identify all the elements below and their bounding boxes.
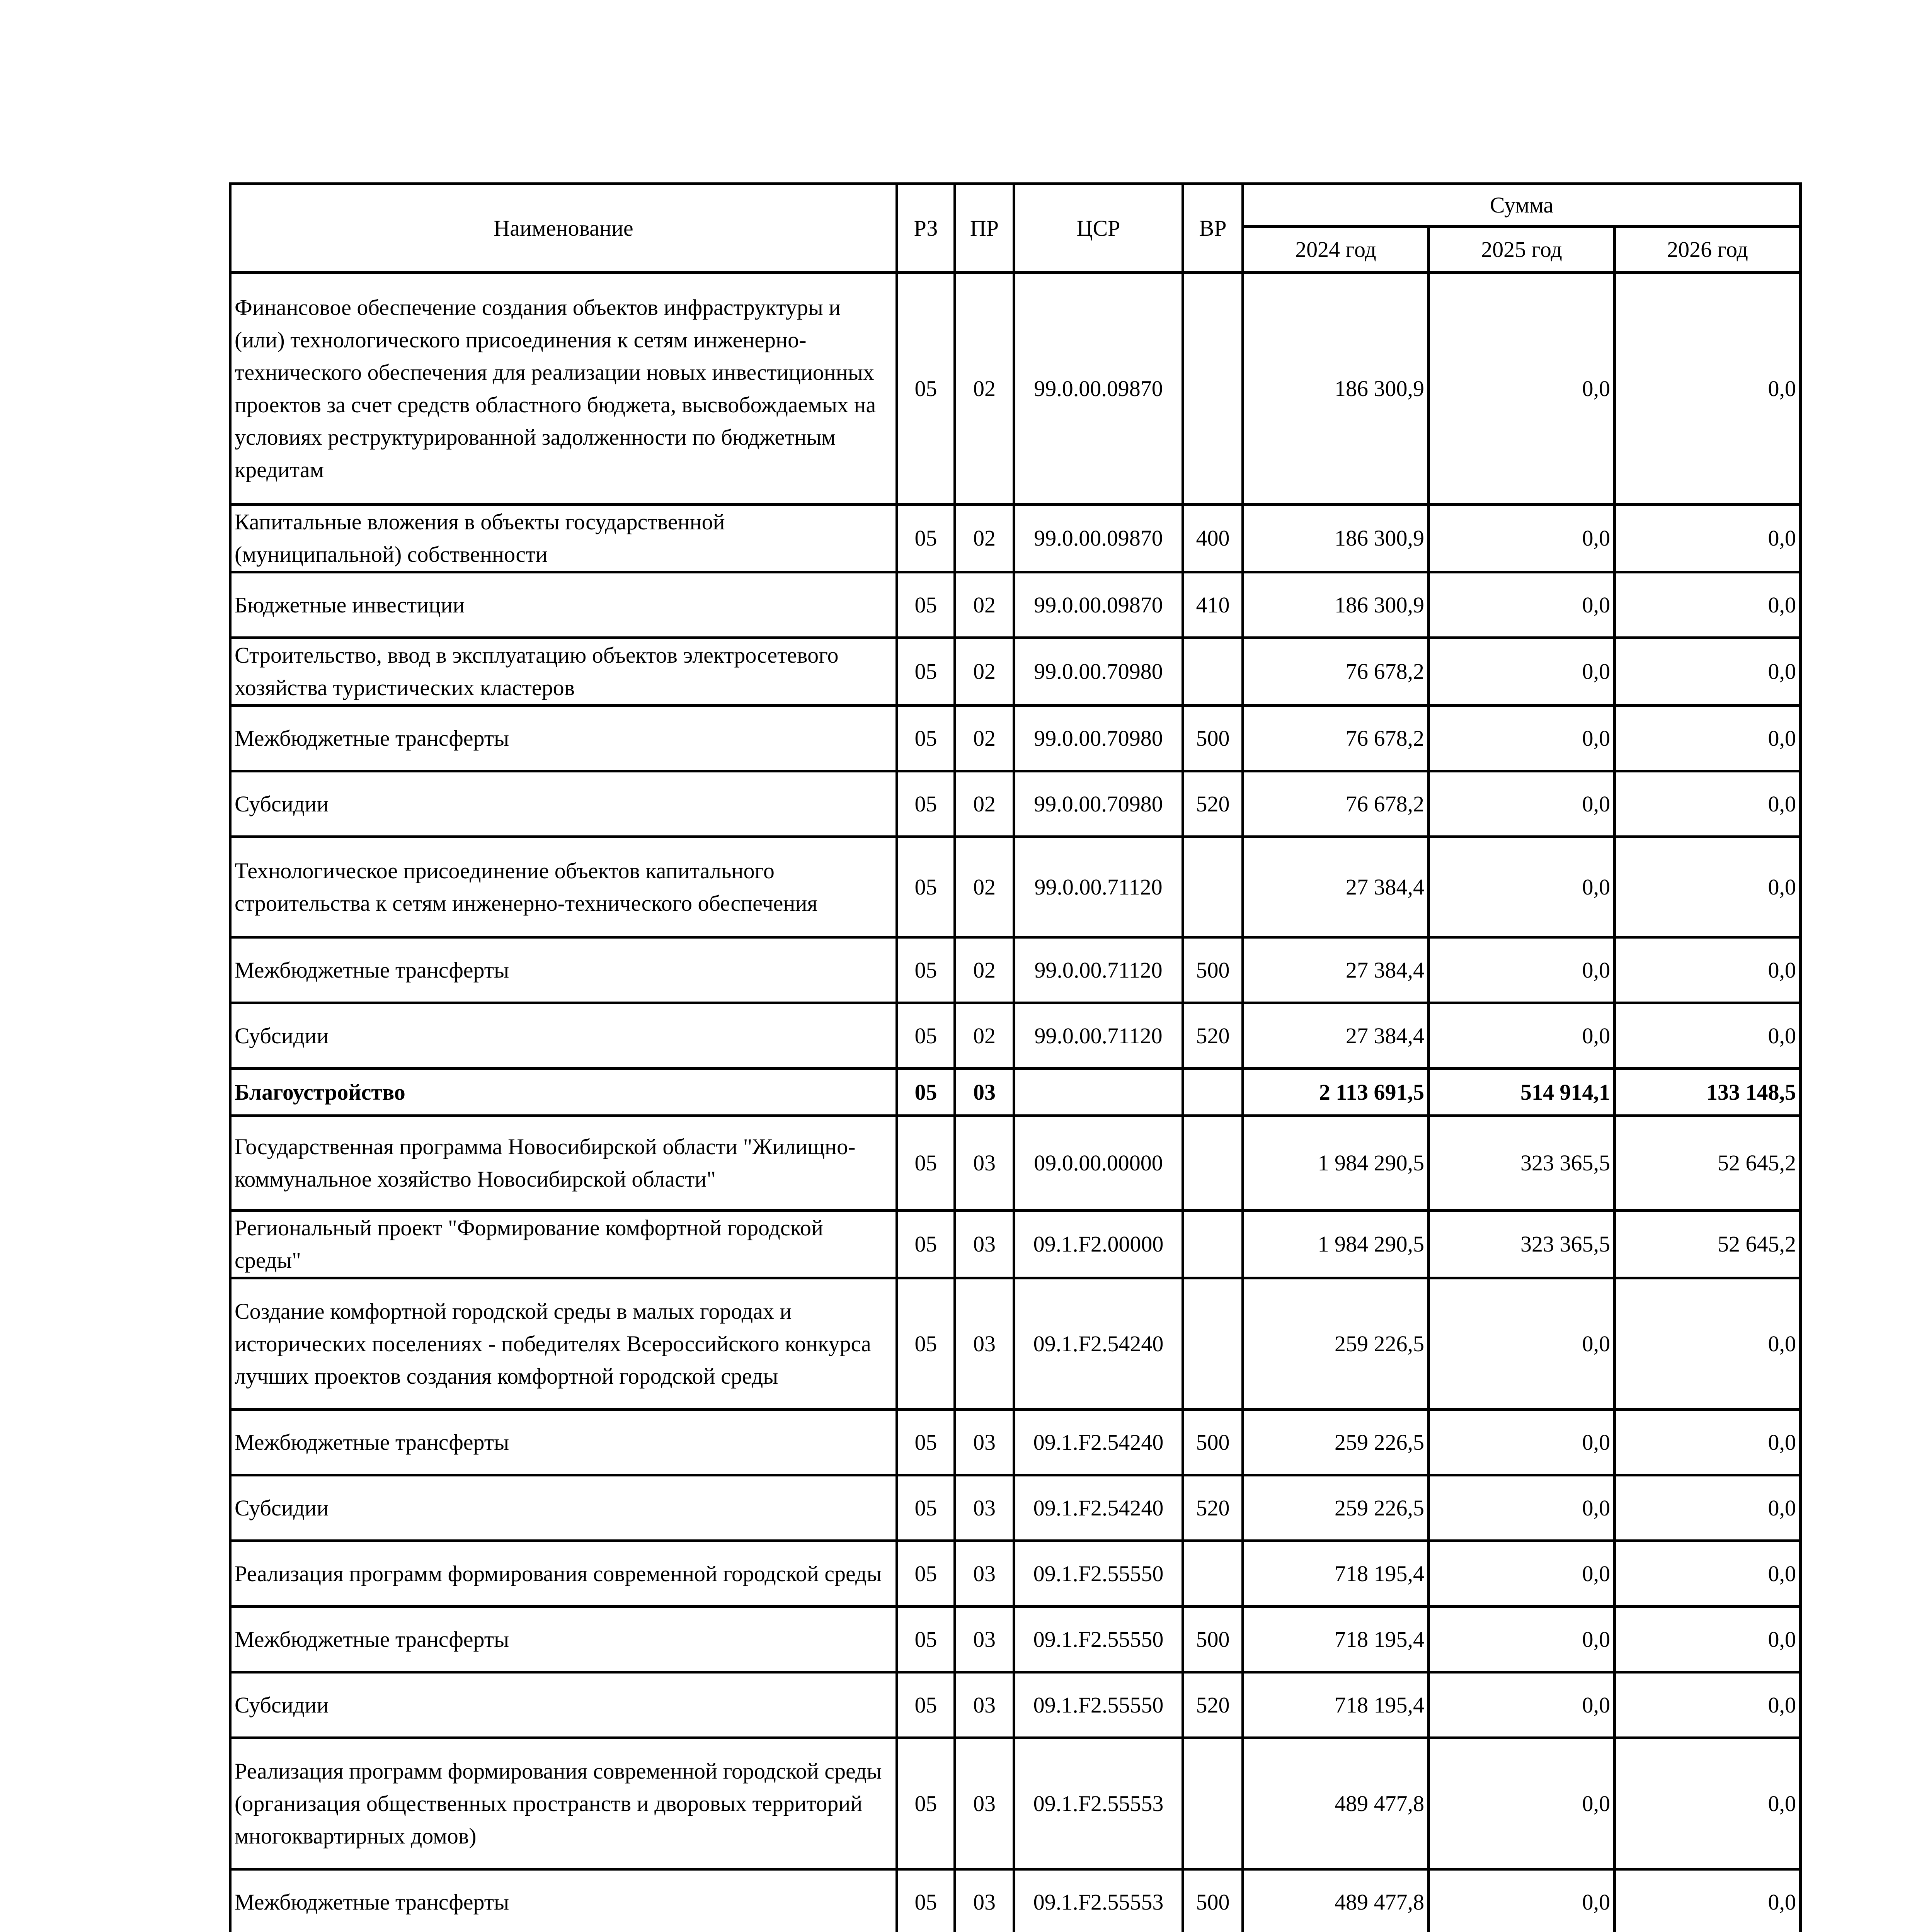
cell-vr <box>1183 1116 1243 1211</box>
cell-name: Межбюджетные трансферты <box>230 1869 897 1932</box>
cell-name: Бюджетные инвестиции <box>230 572 897 638</box>
table-header <box>230 184 1801 273</box>
cell-pr: 03 <box>955 1475 1014 1541</box>
cell-vr: 500 <box>1183 937 1243 1003</box>
header-csr: ЦСР <box>1014 184 1183 273</box>
cell-pr: 02 <box>955 837 1014 937</box>
cell-vr <box>1183 638 1243 706</box>
cell-csr: 99.0.00.09870 <box>1014 505 1183 572</box>
cell-vr <box>1183 1069 1243 1116</box>
cell-pr: 03 <box>955 1869 1014 1932</box>
cell-sum-2024: 489 477,8 <box>1243 1869 1429 1932</box>
cell-pr: 03 <box>955 1738 1014 1869</box>
cell-csr: 09.1.F2.55550 <box>1014 1672 1183 1738</box>
cell-vr: 520 <box>1183 771 1243 837</box>
cell-csr: 09.1.F2.55550 <box>1014 1541 1183 1607</box>
cell-vr: 500 <box>1183 706 1243 771</box>
cell-name: Межбюджетные трансферты <box>230 1607 897 1672</box>
cell-rz: 05 <box>897 273 955 505</box>
cell-sum-2026: 0,0 <box>1615 1541 1801 1607</box>
cell-name: Технологическое присоединение объектов капитального строительства к сетям инженерно-технического обеспечения <box>230 837 897 937</box>
cell-rz: 05 <box>897 505 955 572</box>
cell-sum-2026: 0,0 <box>1615 1607 1801 1672</box>
cell-sum-2025: 0,0 <box>1429 706 1615 771</box>
table-row <box>230 1003 1801 1069</box>
cell-name: Создание комфортной городской среды в малых городах и исторических поселениях - победителях Всероссийского конкурса лучших проектов создания комфортной городской среды <box>230 1278 897 1410</box>
cell-sum-2025: 0,0 <box>1429 771 1615 837</box>
cell-vr <box>1183 1541 1243 1607</box>
cell-sum-2024: 2 113 691,5 <box>1243 1069 1429 1116</box>
cell-sum-2024: 1 984 290,5 <box>1243 1211 1429 1278</box>
cell-pr: 03 <box>955 1069 1014 1116</box>
header-pr: ПР <box>955 184 1014 273</box>
cell-sum-2026: 52 645,2 <box>1615 1116 1801 1211</box>
cell-csr: 09.1.F2.00000 <box>1014 1211 1183 1278</box>
cell-sum-2024: 186 300,9 <box>1243 505 1429 572</box>
cell-rz: 05 <box>897 1475 955 1541</box>
cell-rz: 05 <box>897 1211 955 1278</box>
cell-name: Реализация программ формирования современной городской среды <box>230 1541 897 1607</box>
cell-pr: 03 <box>955 1116 1014 1211</box>
cell-name: Субсидии <box>230 1475 897 1541</box>
cell-name: Капитальные вложения в объекты государственной (муниципальной) собственности <box>230 505 897 572</box>
cell-pr: 03 <box>955 1672 1014 1738</box>
cell-csr: 99.0.00.70980 <box>1014 771 1183 837</box>
cell-vr: 400 <box>1183 505 1243 572</box>
cell-pr: 02 <box>955 572 1014 638</box>
cell-sum-2024: 489 477,8 <box>1243 1738 1429 1869</box>
cell-sum-2024: 259 226,5 <box>1243 1410 1429 1475</box>
cell-rz: 05 <box>897 638 955 706</box>
cell-csr: 09.1.F2.54240 <box>1014 1278 1183 1410</box>
cell-sum-2025: 0,0 <box>1429 1541 1615 1607</box>
cell-vr: 500 <box>1183 1607 1243 1672</box>
cell-sum-2025: 0,0 <box>1429 937 1615 1003</box>
header-name: Наименование <box>230 184 897 273</box>
cell-sum-2024: 76 678,2 <box>1243 638 1429 706</box>
table-row <box>230 273 1801 505</box>
cell-sum-2025: 0,0 <box>1429 572 1615 638</box>
cell-sum-2026: 133 148,5 <box>1615 1069 1801 1116</box>
cell-vr <box>1183 837 1243 937</box>
cell-rz: 05 <box>897 1069 955 1116</box>
cell-sum-2025: 323 365,5 <box>1429 1116 1615 1211</box>
cell-sum-2024: 186 300,9 <box>1243 273 1429 505</box>
table-row <box>230 638 1801 706</box>
cell-sum-2024: 259 226,5 <box>1243 1278 1429 1410</box>
cell-pr: 03 <box>955 1607 1014 1672</box>
cell-csr: 99.0.00.09870 <box>1014 572 1183 638</box>
table-row <box>230 572 1801 638</box>
cell-csr: 99.0.00.71120 <box>1014 1003 1183 1069</box>
cell-csr <box>1014 1069 1183 1116</box>
cell-name: Строительство, ввод в эксплуатацию объектов электросетевого хозяйства туристических кластеров <box>230 638 897 706</box>
cell-vr: 520 <box>1183 1003 1243 1069</box>
cell-csr: 99.0.00.09870 <box>1014 273 1183 505</box>
table-row <box>230 1541 1801 1607</box>
cell-pr: 02 <box>955 1003 1014 1069</box>
cell-csr: 99.0.00.71120 <box>1014 837 1183 937</box>
cell-name: Межбюджетные трансферты <box>230 706 897 771</box>
table-row <box>230 1672 1801 1738</box>
cell-sum-2024: 27 384,4 <box>1243 937 1429 1003</box>
cell-csr: 09.1.F2.55550 <box>1014 1607 1183 1672</box>
table-row <box>230 1069 1801 1116</box>
cell-sum-2025: 514 914,1 <box>1429 1069 1615 1116</box>
cell-sum-2025: 0,0 <box>1429 638 1615 706</box>
cell-pr: 02 <box>955 505 1014 572</box>
header-year-2026: 2026 год <box>1615 227 1801 273</box>
header-year-2025: 2025 год <box>1429 227 1615 273</box>
cell-sum-2024: 718 195,4 <box>1243 1541 1429 1607</box>
cell-name: Межбюджетные трансферты <box>230 937 897 1003</box>
cell-sum-2025: 0,0 <box>1429 273 1615 505</box>
cell-name: Субсидии <box>230 1003 897 1069</box>
cell-name: Межбюджетные трансферты <box>230 1410 897 1475</box>
cell-sum-2024: 27 384,4 <box>1243 837 1429 937</box>
cell-sum-2025: 0,0 <box>1429 1738 1615 1869</box>
cell-pr: 02 <box>955 273 1014 505</box>
cell-csr: 09.1.F2.54240 <box>1014 1475 1183 1541</box>
cell-sum-2024: 718 195,4 <box>1243 1672 1429 1738</box>
cell-sum-2026: 0,0 <box>1615 937 1801 1003</box>
table-row <box>230 1607 1801 1672</box>
cell-rz: 05 <box>897 706 955 771</box>
table-row <box>230 1211 1801 1278</box>
cell-sum-2026: 0,0 <box>1615 1410 1801 1475</box>
cell-sum-2025: 0,0 <box>1429 1278 1615 1410</box>
header-year-2024: 2024 год <box>1243 227 1429 273</box>
table-row <box>230 1116 1801 1211</box>
table-row <box>230 837 1801 937</box>
table-row <box>230 1869 1801 1932</box>
cell-sum-2026: 0,0 <box>1615 1003 1801 1069</box>
cell-name: Региональный проект "Формирование комфортной городской среды" <box>230 1211 897 1278</box>
cell-sum-2026: 0,0 <box>1615 1475 1801 1541</box>
cell-vr: 500 <box>1183 1869 1243 1932</box>
cell-sum-2024: 259 226,5 <box>1243 1475 1429 1541</box>
cell-pr: 02 <box>955 771 1014 837</box>
cell-rz: 05 <box>897 1003 955 1069</box>
table-row <box>230 1738 1801 1869</box>
cell-pr: 02 <box>955 706 1014 771</box>
table-row <box>230 771 1801 837</box>
cell-sum-2025: 0,0 <box>1429 1607 1615 1672</box>
cell-vr: 520 <box>1183 1475 1243 1541</box>
cell-sum-2024: 718 195,4 <box>1243 1607 1429 1672</box>
cell-csr: 99.0.00.70980 <box>1014 638 1183 706</box>
header-sum: Сумма <box>1243 184 1801 227</box>
cell-pr: 03 <box>955 1278 1014 1410</box>
table-row <box>230 1410 1801 1475</box>
cell-name: Субсидии <box>230 1672 897 1738</box>
cell-sum-2025: 0,0 <box>1429 1003 1615 1069</box>
cell-sum-2024: 1 984 290,5 <box>1243 1116 1429 1211</box>
cell-csr: 09.1.F2.54240 <box>1014 1410 1183 1475</box>
cell-sum-2026: 0,0 <box>1615 1869 1801 1932</box>
cell-rz: 05 <box>897 1410 955 1475</box>
cell-sum-2025: 0,0 <box>1429 1410 1615 1475</box>
cell-rz: 05 <box>897 837 955 937</box>
cell-pr: 02 <box>955 638 1014 706</box>
cell-rz: 05 <box>897 1541 955 1607</box>
cell-rz: 05 <box>897 1672 955 1738</box>
cell-rz: 05 <box>897 771 955 837</box>
cell-sum-2025: 0,0 <box>1429 837 1615 937</box>
cell-name: Реализация программ формирования современной городской среды (организация общественных пространств и дворовых территорий многоквартирных домов) <box>230 1738 897 1869</box>
cell-rz: 05 <box>897 1116 955 1211</box>
cell-csr: 99.0.00.71120 <box>1014 937 1183 1003</box>
cell-sum-2026: 0,0 <box>1615 505 1801 572</box>
cell-sum-2025: 323 365,5 <box>1429 1211 1615 1278</box>
cell-vr: 500 <box>1183 1410 1243 1475</box>
cell-sum-2026: 0,0 <box>1615 638 1801 706</box>
cell-csr: 09.1.F2.55553 <box>1014 1869 1183 1932</box>
cell-rz: 05 <box>897 1869 955 1932</box>
cell-sum-2024: 76 678,2 <box>1243 706 1429 771</box>
table-body <box>230 273 1801 1932</box>
cell-sum-2026: 52 645,2 <box>1615 1211 1801 1278</box>
cell-sum-2024: 76 678,2 <box>1243 771 1429 837</box>
cell-sum-2026: 0,0 <box>1615 1278 1801 1410</box>
cell-vr <box>1183 1278 1243 1410</box>
cell-sum-2026: 0,0 <box>1615 1672 1801 1738</box>
cell-rz: 05 <box>897 572 955 638</box>
header-vr: ВР <box>1183 184 1243 273</box>
cell-pr: 03 <box>955 1211 1014 1278</box>
table-row <box>230 937 1801 1003</box>
budget-table <box>229 182 1802 1932</box>
table-row <box>230 1278 1801 1410</box>
cell-rz: 05 <box>897 1738 955 1869</box>
cell-sum-2026: 0,0 <box>1615 771 1801 837</box>
cell-vr: 410 <box>1183 572 1243 638</box>
cell-sum-2026: 0,0 <box>1615 837 1801 937</box>
cell-sum-2026: 0,0 <box>1615 572 1801 638</box>
cell-sum-2025: 0,0 <box>1429 1672 1615 1738</box>
cell-sum-2026: 0,0 <box>1615 706 1801 771</box>
cell-name: Благоустройство <box>230 1069 897 1116</box>
cell-vr: 520 <box>1183 1672 1243 1738</box>
cell-csr: 09.1.F2.55553 <box>1014 1738 1183 1869</box>
cell-vr <box>1183 1211 1243 1278</box>
cell-pr: 02 <box>955 937 1014 1003</box>
table-row <box>230 505 1801 572</box>
cell-sum-2026: 0,0 <box>1615 1738 1801 1869</box>
cell-name: Субсидии <box>230 771 897 837</box>
table-row <box>230 1475 1801 1541</box>
cell-csr: 09.0.00.00000 <box>1014 1116 1183 1211</box>
cell-sum-2025: 0,0 <box>1429 505 1615 572</box>
header-rz: РЗ <box>897 184 955 273</box>
cell-sum-2025: 0,0 <box>1429 1475 1615 1541</box>
cell-vr <box>1183 273 1243 505</box>
cell-csr: 99.0.00.70980 <box>1014 706 1183 771</box>
cell-rz: 05 <box>897 1607 955 1672</box>
cell-rz: 05 <box>897 1278 955 1410</box>
cell-pr: 03 <box>955 1541 1014 1607</box>
cell-rz: 05 <box>897 937 955 1003</box>
cell-name: Финансовое обеспечение создания объектов инфраструктуры и (или) технологического присоединения к сетям инженерно-технического обеспечения для реализации новых инвестиционных проектов за счет средств областного бюджета, высвобождаемых на условиях реструктурированной задолженности по бюджетным кредитам <box>230 273 897 505</box>
cell-pr: 03 <box>955 1410 1014 1475</box>
cell-sum-2026: 0,0 <box>1615 273 1801 505</box>
table-row <box>230 706 1801 771</box>
cell-sum-2024: 27 384,4 <box>1243 1003 1429 1069</box>
cell-sum-2024: 186 300,9 <box>1243 572 1429 638</box>
cell-vr <box>1183 1738 1243 1869</box>
cell-name: Государственная программа Новосибирской области "Жилищно-коммунальное хозяйство Новосибирской области" <box>230 1116 897 1211</box>
cell-sum-2025: 0,0 <box>1429 1869 1615 1932</box>
